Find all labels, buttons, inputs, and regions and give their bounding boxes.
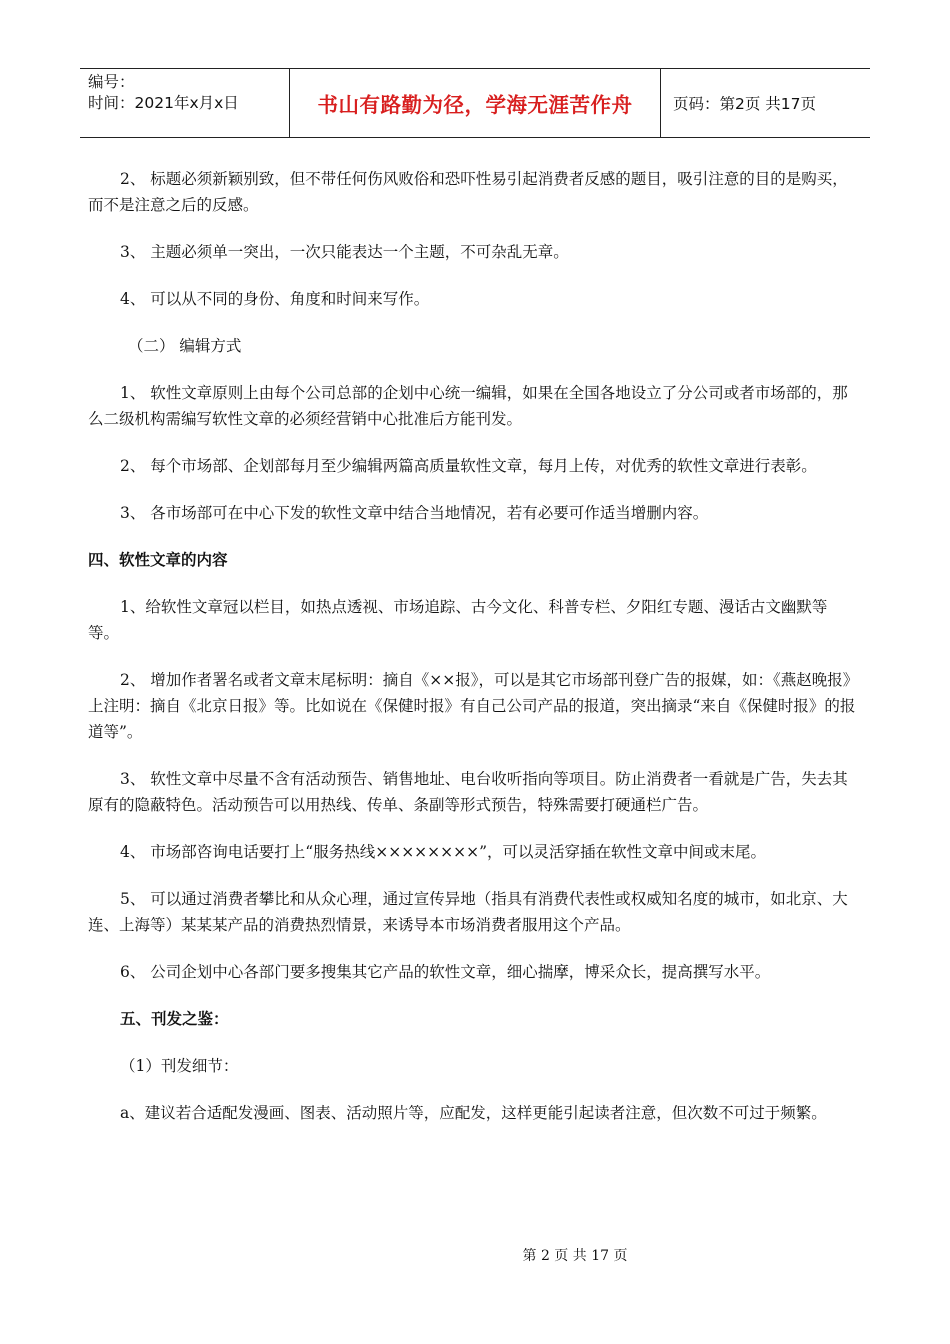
header-motto: 书山有路勤为径，学海无涯苦作舟 xyxy=(317,93,633,117)
document-number-label: 编号： xyxy=(88,73,135,91)
paragraph: 3、 各市场部可在中心下发的软性文章中结合当地情况，若有必要可作适当增删内容。 xyxy=(120,504,709,522)
paragraph: 1、 软性文章原则上由每个公司总部的企划中心统一编辑，如果在全国各地设立了分公司或者市场部的，那么二级机构需编写软性文章的必须经营销中心批准后方能刊发。 xyxy=(88,384,848,428)
paragraph: 5、 可以通过消费者攀比和从众心理，通过宣传异地（指具有消费代表性或权威知名度的城市，如北京、大连、上海等）某某某产品的消费热烈情景，来诱导本市场消费者服用这个产品。 xyxy=(88,890,848,934)
subsection-heading: （二） 编辑方式 xyxy=(128,337,242,355)
paragraph: 2、 增加作者署名或者文章末尾标明：摘自《××报》，可以是其它市场部刊登广告的报媒，如：《燕赵晚报》上注明：摘自《北京日报》等。比如说在《保健时报》有自己公司产品的报道，突出摘录“来自《保健时报》的报道等”。 xyxy=(88,671,856,741)
header-page-number: 页码：第2页 共17页 xyxy=(673,95,817,113)
page-header xyxy=(80,68,870,138)
section-heading: 四、软性文章的内容 xyxy=(88,551,228,569)
header-meta xyxy=(80,69,290,137)
paragraph: 4、 可以从不同的身份、角度和时间来写作。 xyxy=(120,290,430,308)
document-body xyxy=(88,166,858,1147)
subsection-heading: （1）刊发细节： xyxy=(120,1057,239,1075)
paragraph: a、建议若合适配发漫画、图表、活动照片等，应配发，这样更能引起读者注意，但次数不可过于频繁。 xyxy=(120,1104,827,1122)
paragraph: 6、 公司企划中心各部门要多搜集其它产品的软性文章，细心揣摩，博采众长，提高撰写水平。 xyxy=(120,963,771,981)
paragraph: 2、 每个市场部、企划部每月至少编辑两篇高质量软性文章，每月上传，对优秀的软性文章进行表彰。 xyxy=(120,457,817,475)
header-motto-cell xyxy=(290,69,661,137)
paragraph: 3、 主题必须单一突出，一次只能表达一个主题，不可杂乱无章。 xyxy=(120,243,569,261)
paragraph: 2、 标题必须新颖别致，但不带任何伤风败俗和恐吓性易引起消费者反感的题目，吸引注意的目的是购买，而不是注意之后的反感。 xyxy=(88,170,848,214)
paragraph: 4、 市场部咨询电话要打上“服务热线××××××××”，可以灵活穿插在软性文章中间或末尾。 xyxy=(120,843,767,861)
header-page-cell xyxy=(661,69,870,137)
page-footer: 第 2 页 共 17 页 xyxy=(522,1248,628,1264)
paragraph: 3、 软性文章中尽量不含有活动预告、销售地址、电台收听指向等项目。防止消费者一看就是广告，失去其原有的隐蔽特色。活动预告可以用热线、传单、条副等形式预告，特殊需要打硬通栏广告。 xyxy=(88,770,848,814)
paragraph: 1、给软性文章冠以栏目，如热点透视、市场追踪、古今文化、科普专栏、夕阳红专题、漫话古文幽默等等。 xyxy=(88,598,828,642)
section-heading: 五、刊发之鉴： xyxy=(120,1010,229,1028)
document-date-label: 时间：2021年x月x日 xyxy=(88,94,239,112)
